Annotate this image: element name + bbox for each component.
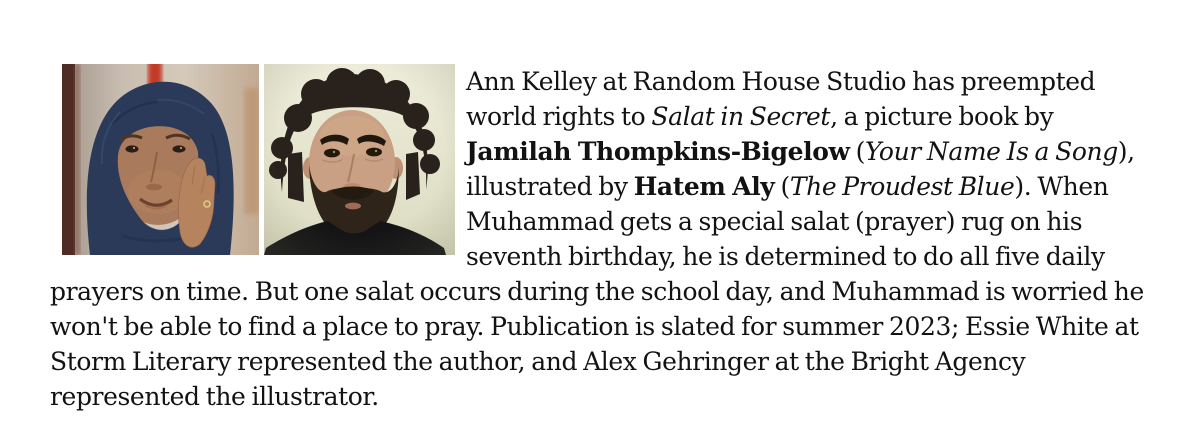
woman-portrait-illustration — [62, 64, 259, 255]
man-portrait-illustration — [264, 64, 455, 255]
illustrator-photo — [264, 64, 455, 255]
text-segment: Ann Kelley at Random House Studio has preempted world rights to — [466, 67, 1096, 131]
book-title-your-name-is-a-song: Your Name Is a Song — [865, 137, 1118, 166]
book-title-the-proudest-blue: The Proudest Blue — [789, 172, 1015, 201]
author-photos — [62, 64, 455, 255]
text-segment: ( — [774, 172, 790, 201]
text-segment: , a picture book by — [830, 102, 1054, 131]
illustrator-name: Hatem Aly — [633, 172, 775, 201]
book-title-salat-in-secret: Salat in Secret — [651, 102, 831, 131]
text-segment: ( — [849, 137, 865, 166]
author-name: Jamilah Thompkins-Bigelow — [466, 137, 850, 166]
text-segment: ). When Muhammad gets a special salat (prayer) rug on his seventh birthday, he is determined to do all five daily prayers on time. But one salat occurs during the school day, and Muhammad is worried he won't be able to find a place to pray. Publication is slated for summer 2023; Essie White at Storm Literary represented the author, and Alex Gehringer at the Bright Agency represented the illustrator. — [50, 172, 1144, 411]
author-photo — [62, 64, 259, 255]
text-segment: ), illustrated by — [466, 137, 1135, 201]
